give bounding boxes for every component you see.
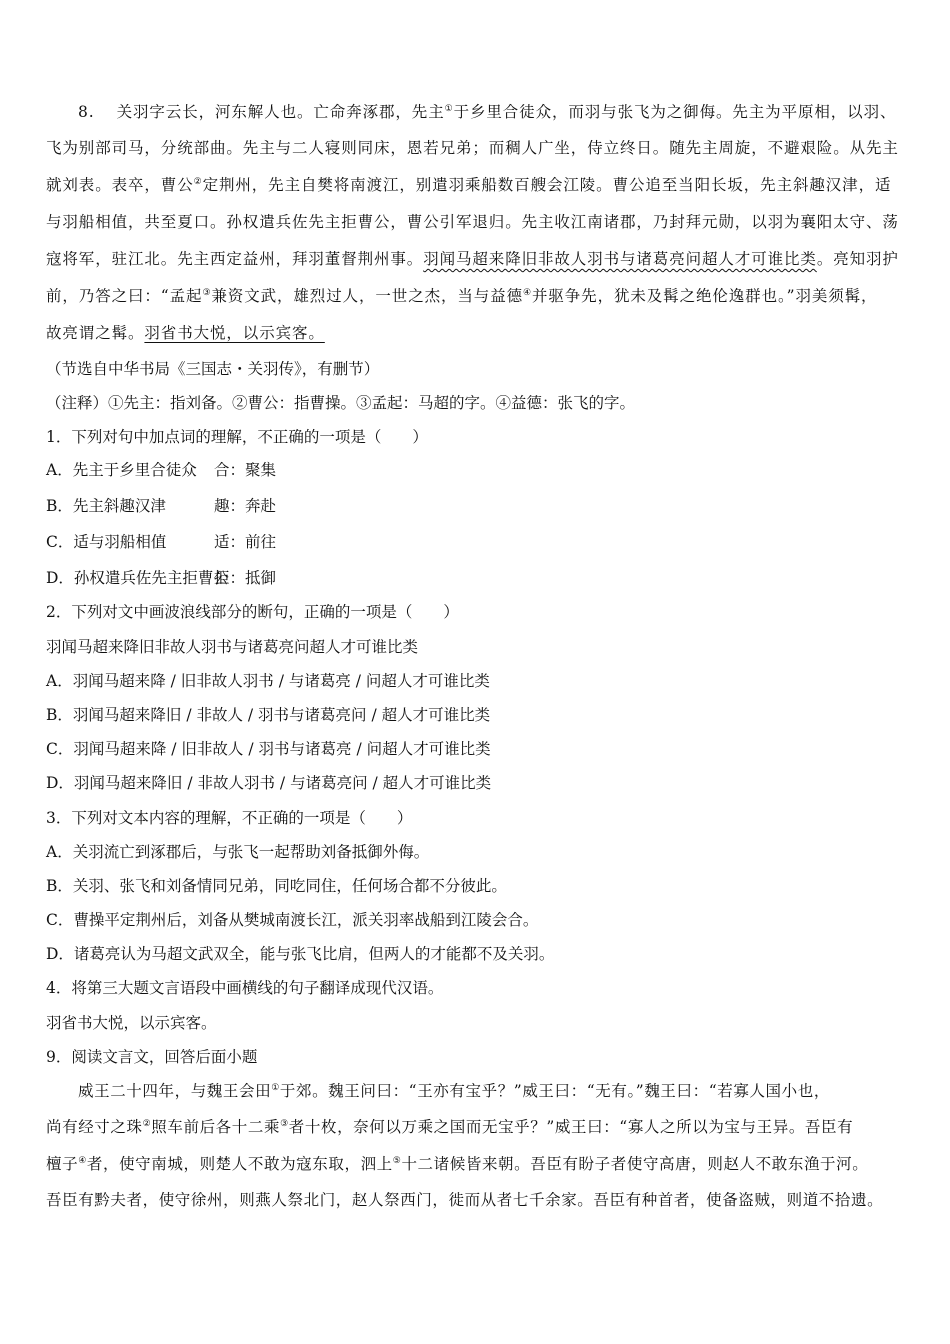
passage8-line-7: 故亮谓之髯。羽省书大悦，以示宾客。 xyxy=(46,324,325,342)
question-4-sentence: 羽省书大悦，以示宾客。 xyxy=(46,1014,217,1032)
question-3-option-c: C．曹操平定荆州后，刘备从樊城南渡长江，派关羽率战船到江陵会合。 xyxy=(46,911,539,929)
passage8-line-4: 与羽船相值，共至夏口。孙权遣兵佐先主拒曹公，曹公引军退归。先主收江南诸郡，乃封拜元勋，以羽为襄阳太守、荡 xyxy=(46,213,899,231)
question-1-option-b: B．先主斜趣汉津 趣：奔赴 xyxy=(46,497,277,515)
passage8-line-5: 寇将军，驻江北。先主西定益州，拜羽董督荆州事。羽闻马超来降旧非故人羽书与诸葛亮问超人才可谁比类。亮知羽护 xyxy=(46,250,899,268)
passage8-line-3: 就刘表。表卒，曹公②定荆州，先主自樊将南渡江，别遣羽乘船数百艘会江陵。曹公追至当阳长坂，先主斜趣汉津，适 xyxy=(46,176,892,194)
source-citation: （节选自中华书局《三国志・关羽传》，有删节） xyxy=(46,360,380,378)
question-1-option-a: A．先主于乡里合徒众 合：聚集 xyxy=(46,461,277,479)
question-2-option-b: B．羽闻马超来降旧 / 非故人 / 羽书与诸葛亮问 / 超人才可谁比类 xyxy=(46,706,491,724)
question-3-option-d: D．诸葛亮认为马超文武双全，能与张飞比肩，但两人的才能都不及关羽。 xyxy=(46,945,555,963)
passage8-line-2: 飞为别部司马，分统部曲。先主与二人寝则同床，恩若兄弟；而稠人广坐，侍立终日。随先主周旋，不避艰险。从先主 xyxy=(46,139,899,157)
passage8-line-1: 8. 关羽字云长，河东解人也。亡命奔涿郡，先主①于乡里合徒众，而羽与张飞为之御侮。先主为平原相，以羽、 xyxy=(78,103,897,121)
question-2-option-c: C．羽闻马超来降 / 旧非故人 / 羽书与诸葛亮 / 问超人才可谁比类 xyxy=(46,740,491,758)
question-2-option-a: A．羽闻马超来降 / 旧非故人羽书 / 与诸葛亮 / 问超人才可谁比类 xyxy=(46,672,490,690)
passage9-line-2: 尚有经寸之珠②照车前后各十二乘③者十枚，奈何以万乘之国而无宝乎？”威王曰：“寡人之所以为宝与王异。吾臣有 xyxy=(46,1118,854,1136)
question-1-option-c: C．适与羽船相值 适：前往 xyxy=(46,533,277,551)
question-1-option-d: D．孙权遣兵佐先主拒曹公拒：抵御 xyxy=(46,569,277,587)
underlined-sentence: 羽省书大悦，以示宾客。 xyxy=(144,324,325,342)
question-number: 8. xyxy=(78,103,95,121)
annotation-notes: （注释）①先主：指刘备。②曹公：指曹操。③孟起：马超的字。④益德：张飞的字。 xyxy=(46,394,636,412)
question-1-stem: 1．下列对句中加点词的理解，不正确的一项是（ ） xyxy=(46,428,428,446)
question-2-option-d: D．羽闻马超来降旧 / 非故人羽书 / 与诸葛亮问 / 超人才可谁比类 xyxy=(46,774,492,792)
passage8-line-6: 前，乃答之曰：“孟起③兼资文武，雄烈过人，一世之杰，当与益德④并驱争先，犹未及髯之绝伦逸群也。”羽美须髯， xyxy=(46,287,878,305)
passage9-line-3: 檀子④者，使守南城，则楚人不敢为寇东取，泗上⑤十二诸候皆来朝。吾臣有盼子者使守高唐，则赵人不敢东渔于河。 xyxy=(46,1155,869,1173)
wavy-underlined-text: 羽闻马超来降旧非故人羽书与诸葛亮问超人才可谁比类 xyxy=(423,250,817,268)
passage9-title: 9．阅读文言文，回答后面小题 xyxy=(46,1048,258,1066)
question-4-stem: 4．将第三大题文言语段中画横线的句子翻译成现代汉语。 xyxy=(46,979,444,997)
passage9-line-4: 吾臣有黔夫者，使守徐州，则燕人祭北门，赵人祭西门，徙而从者七千余家。吾臣有种首者，使备盗贼，则道不拾遗。 xyxy=(46,1191,884,1209)
question-2-quote: 羽闻马超来降旧非故人羽书与诸葛亮问超人才可谁比类 xyxy=(46,638,419,656)
question-2-stem: 2．下列对文中画波浪线部分的断句，正确的一项是（ ） xyxy=(46,603,459,621)
question-3-stem: 3．下列对文本内容的理解，不正确的一项是（ ） xyxy=(46,809,413,827)
question-3-option-b: B．关羽、张飞和刘备情同兄弟，同吃同住，任何场合都不分彼此。 xyxy=(46,877,507,895)
question-3-option-a: A．关羽流亡到涿郡后，与张飞一起帮助刘备抵御外侮。 xyxy=(46,843,430,861)
passage9-line-1: 威王二十四年，与魏王会田①于郊。魏王问曰：“王亦有宝乎？”威王曰：“无有。”魏王曰：“若寡人国小也， xyxy=(78,1082,830,1100)
